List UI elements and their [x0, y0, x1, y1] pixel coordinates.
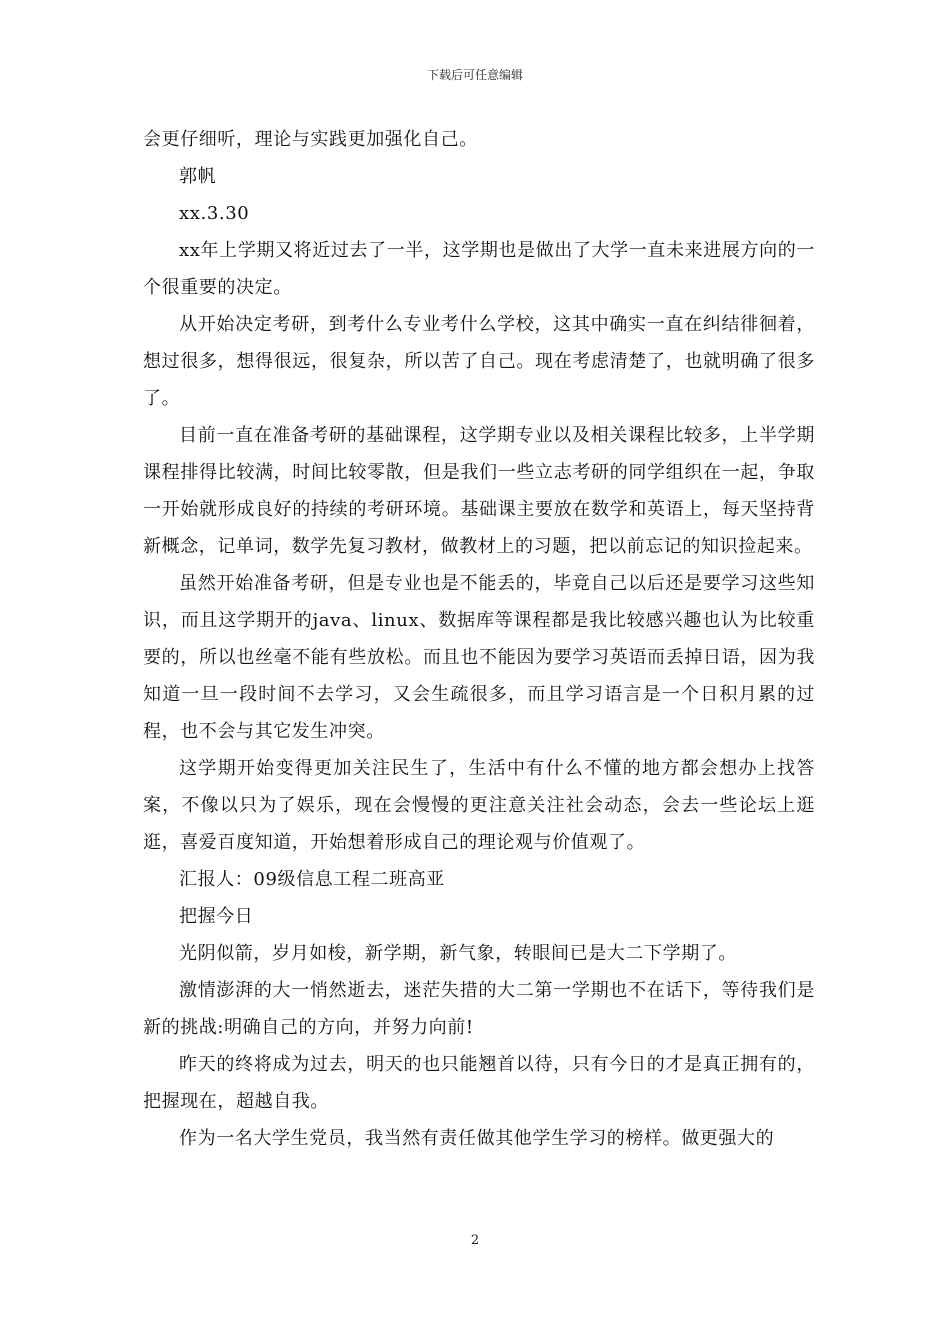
- document-body: [143, 121, 815, 1157]
- author-name: 郭帆: [179, 166, 217, 187]
- paragraph: 昨天的终将成为过去，明天的也只能翘首以待，只有今日的才是真正拥有的，把握现在，超越自我。: [143, 1054, 815, 1112]
- paragraph: 目前一直在准备考研的基础课程，这学期专业以及相关课程比较多，上半学期课程排得比较满，时间比较零散，但是我们一些立志考研的同学组织在一起，争取一开始就形成良好的持续的考研环境。基础课主要放在数学和英语上，每天坚持背新概念，记单词，数学先复习教材，做教材上的习题，把以前忘记的知识捡起来。: [143, 425, 815, 557]
- paragraph: 从开始决定考研，到考什么专业考什么学校，这其中确实一直在纠结徘徊着，想过很多，想得很远，很复杂，所以苦了自己。现在考虑清楚了，也就明确了很多了。: [143, 314, 815, 409]
- section-title: 把握今日: [179, 906, 254, 927]
- paragraph: 作为一名大学生党员，我当然有责任做其他学生学习的榜样。做更强大的: [179, 1128, 775, 1149]
- paragraph: 这学期开始变得更加关注民生了，生活中有什么不懂的地方都会想办上找答案，不像以只为了娱乐，现在会慢慢的更注意关注社会动态，会去一些论坛上逛逛，喜爱百度知道，开始想着形成自己的理论观与价值观了。: [143, 758, 815, 853]
- paragraph: 激情澎湃的大一悄然逝去，迷茫失措的大二第一学期也不在话下，等待我们是新的挑战:明确自己的方向，并努力向前!: [143, 980, 815, 1038]
- reporter-line: 汇报人：09级信息工程二班高亚: [179, 869, 445, 890]
- paragraph: xx年上学期又将近过去了一半，这学期也是做出了大学一直未来进展方向的一个很重要的决定。: [143, 240, 815, 298]
- paragraph-continuation: 会更仔细听，理论与实践更加强化自己。: [143, 129, 478, 150]
- page-header: 下载后可任意编辑: [426, 68, 523, 82]
- paragraph: 虽然开始准备考研，但是专业也是不能丢的，毕竟自己以后还是要学习这些知识，而且这学期开的java、linux、数据库等课程都是我比较感兴趣也认为比较重要的，所以也丝毫不能有些放松。而且也不能因为要学习英语而丢掉日语，因为我知道一旦一段时间不去学习，又会生疏很多，而且学习语言是一个日积月累的过程，也不会与其它发生冲突。: [143, 573, 815, 742]
- date-line: xx.3.30: [179, 203, 250, 224]
- page-number: 2: [470, 1233, 480, 1248]
- paragraph: 光阴似箭，岁月如梭，新学期，新气象，转眼间已是大二下学期了。: [179, 943, 737, 964]
